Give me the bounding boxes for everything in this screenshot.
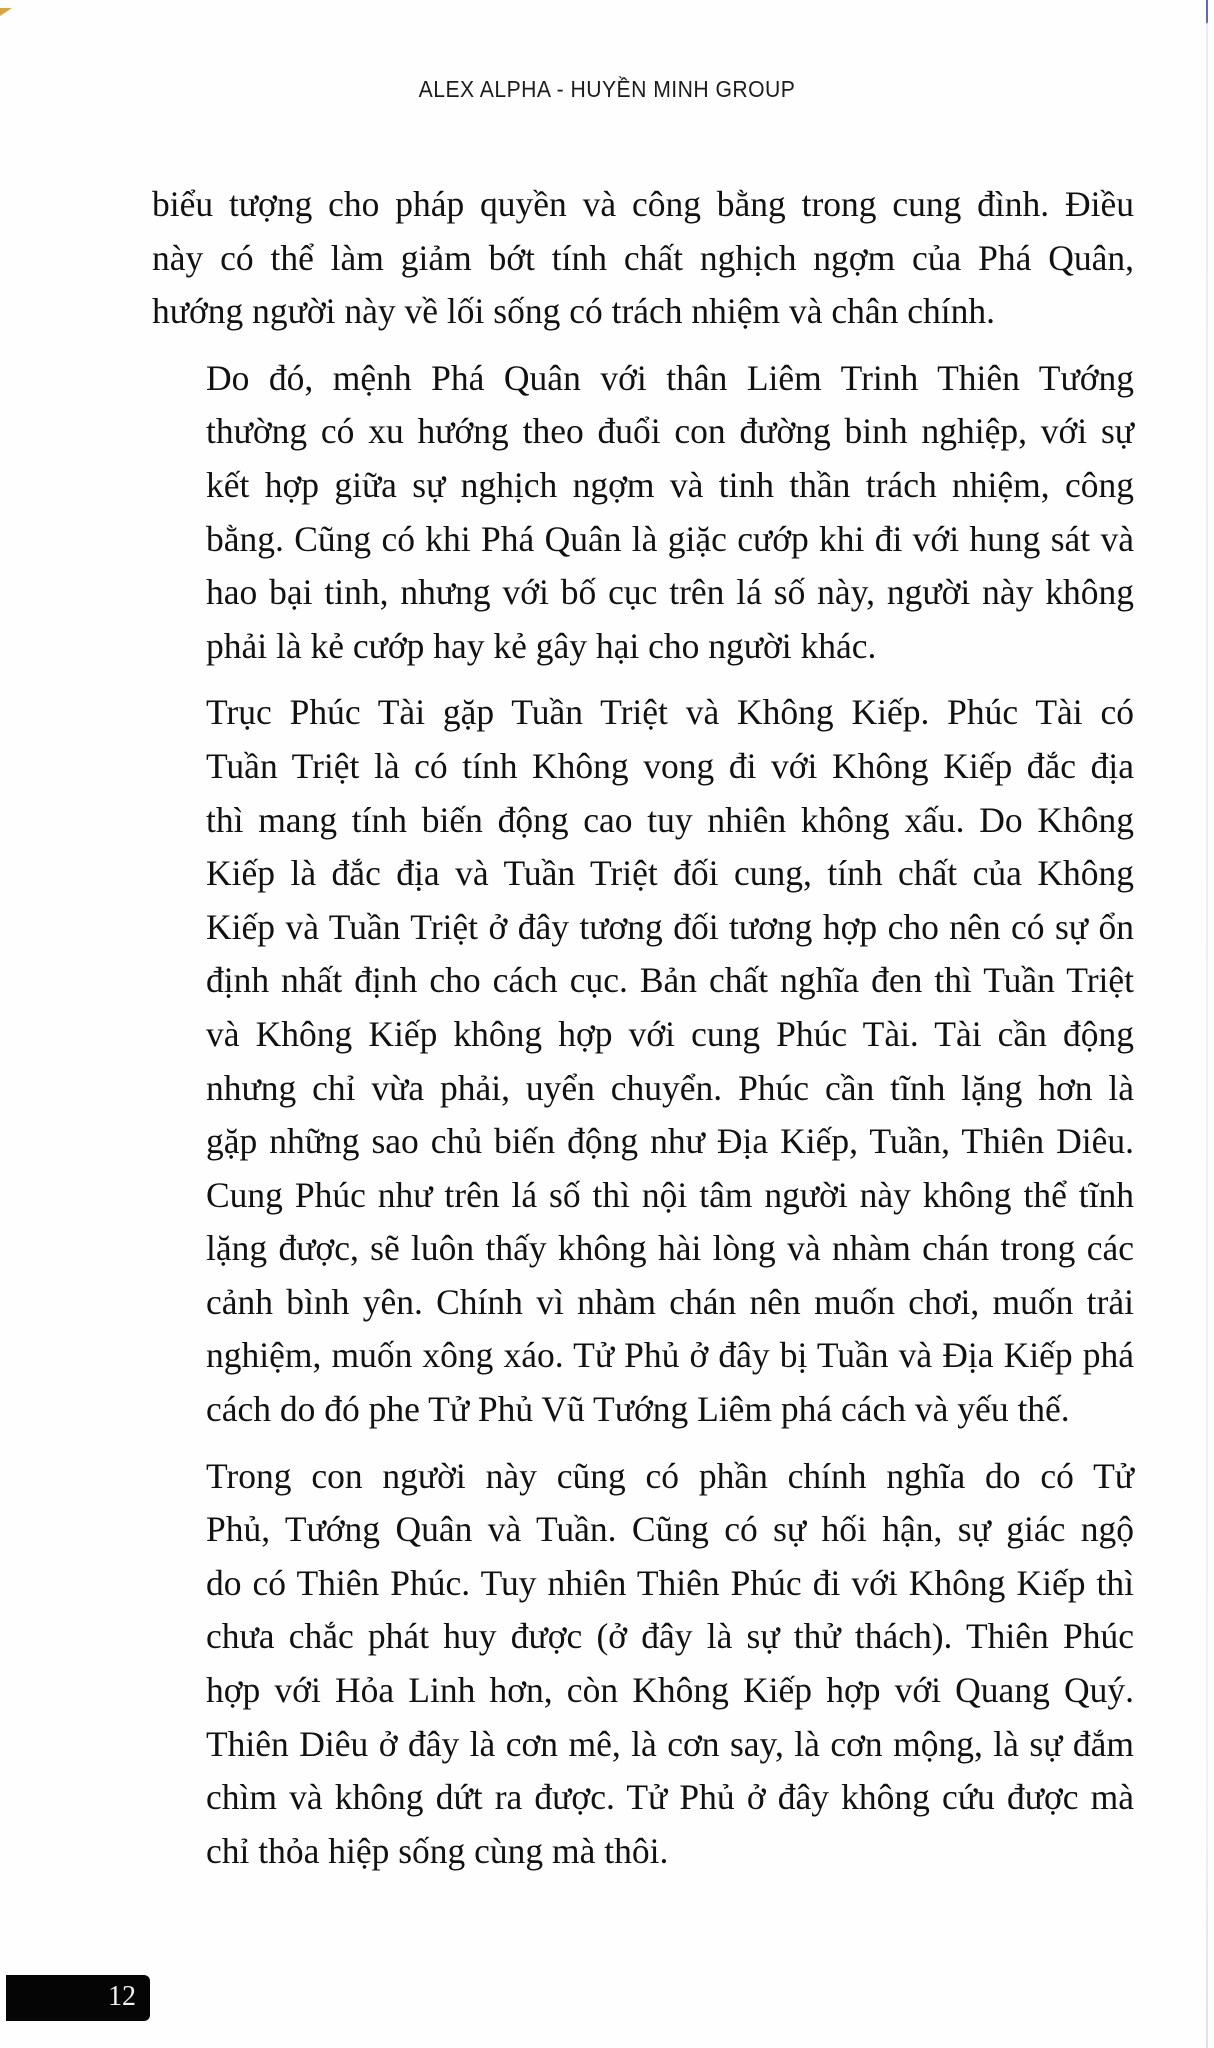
text-line: chưa chắc phát huy được (ở đây là sự thử thách). Thiên Phúc [206,1616,1134,1657]
text-line: gặp những sao chủ biến động như Địa Kiếp, Tuần, Thiên Diêu. [206,1121,1134,1162]
paragraph [152,686,1134,1436]
text-line: Trục Phúc Tài gặp Tuần Triệt và Không Kiếp. Phúc Tài có [206,692,1134,733]
text-line: do có Thiên Phúc. Tuy nhiên Thiên Phúc đi với Không Kiếp thì [206,1562,1134,1603]
text-line: Thiên Diêu ở đây là cơn mê, là cơn say, là cơn mộng, là sự đắm [206,1723,1134,1764]
text-line: chìm và không dứt ra được. Tử Phủ ở đây không cứu được mà [206,1777,1134,1818]
text-line: nhưng chỉ vừa phải, uyển chuyển. Phúc cần tĩnh lặng hơn là [206,1067,1134,1108]
text-line: Tuần Triệt là có tính Không vong đi với Không Kiếp đắc địa [206,745,1134,786]
text-line: hợp với Hỏa Linh hơn, còn Không Kiếp hợp với Quang Quý. [206,1670,1134,1711]
paragraph [152,178,1134,339]
text-line: Kiếp là đắc địa và Tuần Triệt đối cung, tính chất của Không [206,853,1134,894]
text-line: chỉ thỏa hiệp sống cùng mà thôi. [206,1830,669,1871]
page-number-tab [6,1975,150,2021]
text-line: Trong con người này cũng có phần chính nghĩa do có Tử [206,1455,1134,1496]
text-line: Do đó, mệnh Phá Quân với thân Liêm Trinh Thiên Tướng [206,357,1134,398]
text-line: hướng người này về lối sống có trách nhiệm và chân chính. [152,291,996,332]
running-header: ALEX ALPHA - HUYỀN MINH GROUP [418,76,796,102]
text-line: hao bại tinh, nhưng với bố cục trên lá số này, người này không [206,572,1134,613]
text-line: bằng. Cũng có khi Phá Quân là giặc cướp khi đi với hung sát và [206,518,1134,559]
page-number: 12 [108,1981,136,2012]
text-line: nghiệm, muốn xông xáo. Tử Phủ ở đây bị Tuần và Địa Kiếp phá [206,1335,1134,1376]
text-line: thì mang tính biến động cao tuy nhiên không xấu. Do Không [206,799,1134,840]
text-line: phải là kẻ cướp hay kẻ gây hại cho người khác. [206,625,877,666]
text-line: Cung Phúc như trên lá số thì nội tâm người này không thể tĩnh [206,1174,1134,1215]
text-line: Kiếp và Tuần Triệt ở đây tương đối tương hợp cho nên có sự ổn [206,906,1134,947]
page-body-text [152,178,1134,1891]
text-line: cảnh bình yên. Chính vì nhàm chán nên muốn chơi, muốn trải [206,1281,1134,1322]
text-line: Phủ, Tướng Quân và Tuần. Cũng có sự hối hận, sự giác ngộ [206,1509,1134,1550]
text-line: định nhất định cho cách cục. Bản chất nghĩa đen thì Tuần Triệt [206,960,1134,1001]
text-line: này có thể làm giảm bớt tính chất nghịch ngợm của Phá Quân, [152,237,1134,278]
text-line: thường có xu hướng theo đuổi con đường binh nghiệp, với sự [206,411,1134,452]
text-line: và Không Kiếp không hợp với cung Phúc Tài. Tài cần động [206,1013,1134,1054]
page-corner-mark [0,8,12,16]
text-line: cách do đó phe Tử Phủ Vũ Tướng Liêm phá cách và yếu thế. [206,1389,1070,1430]
paragraph [152,1450,1134,1879]
text-line: kết hợp giữa sự nghịch ngợm và tinh thần trách nhiệm, công [206,464,1134,505]
text-line: lặng được, sẽ luôn thấy không hài lòng và nhàm chán trong các [206,1228,1134,1269]
text-line: biểu tượng cho pháp quyền và công bằng trong cung đình. Điều [152,184,1134,224]
paragraph [152,352,1134,674]
page-spine-edge [1206,0,1208,2048]
